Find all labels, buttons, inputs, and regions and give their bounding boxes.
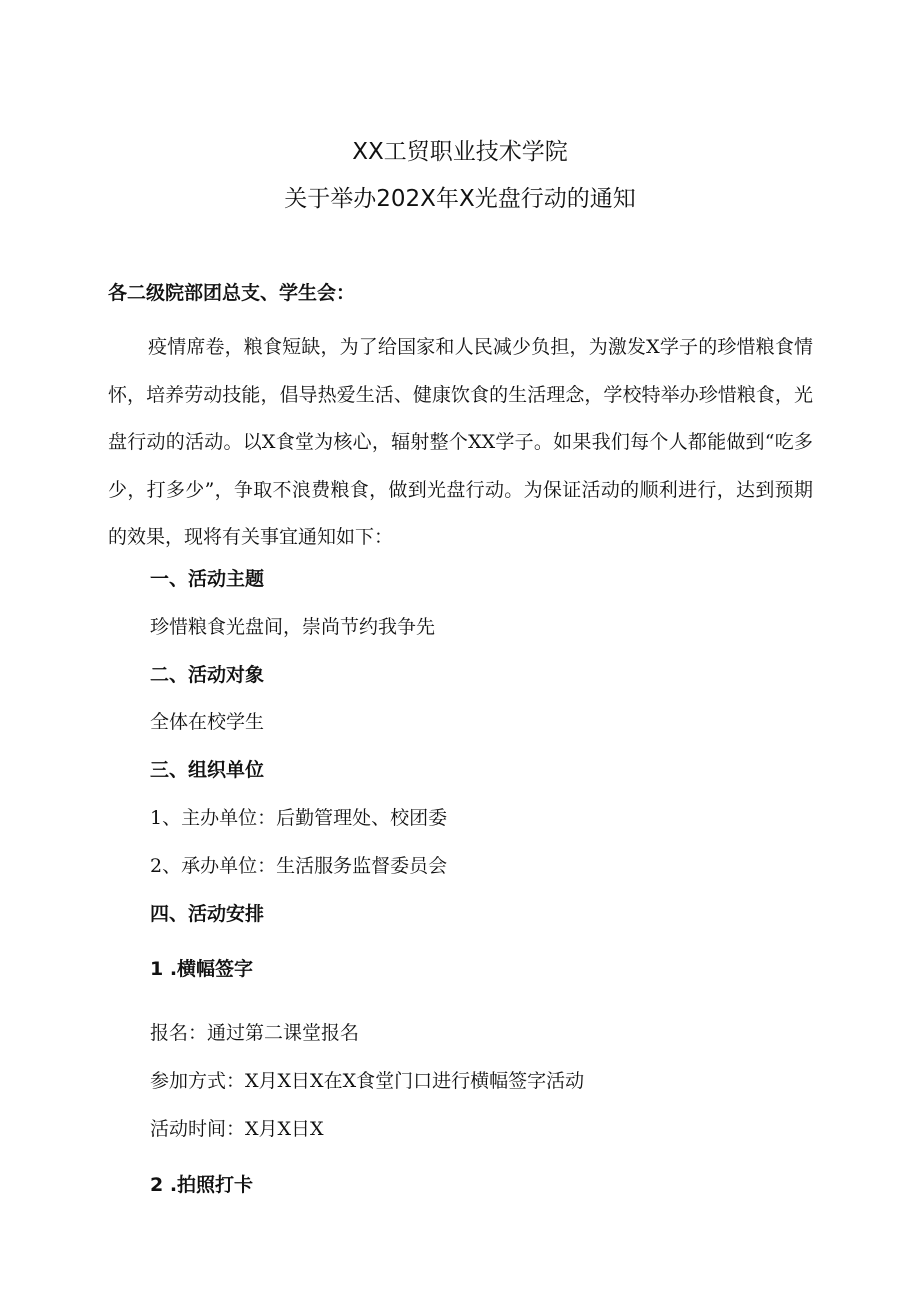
plan-item2-heading: 2 .拍照打卡 — [150, 1174, 254, 1196]
plan-item1-method: 参加方式：X月X日X在X食堂门口进行横幅签字活动 — [150, 1070, 585, 1092]
section-theme-text: 珍惜粮食光盘间，崇尚节约我争先 — [150, 616, 436, 638]
section-target-heading: 二、活动对象 — [150, 664, 265, 686]
intro-paragraph: 疫情席卷，粮食短缺，为了给国家和人民减少负担，为激发X学子的珍惜粮食情怀，培养劳动技能，倡导热爱生活、健康饮食的生活理念，学校特举办珍惜粮食，光盘行动的活动。以X食堂为核心，辐射整个XX学子。如果我们每个人都能做到“吃多少，打多少”，争取不浪费粮食，做到光盘行动。为保证活动的顺利进行，达到预期的效果，现将有关事宜通知如下： — [108, 336, 813, 548]
section-plan-heading: 四、活动安排 — [150, 903, 265, 925]
plan-item1-heading: 1 .横幅签字 — [150, 958, 254, 980]
school-name: XX工贸职业技术学院 — [352, 139, 568, 165]
plan-item1-time: 活动时间：X月X日X — [150, 1118, 324, 1140]
plan-item1-signup: 报名：通过第二课堂报名 — [150, 1022, 360, 1044]
notice-title: 关于举办202X年X光盘行动的通知 — [284, 186, 636, 212]
section-org-heading: 三、组织单位 — [150, 759, 265, 781]
section-target-text: 全体在校学生 — [150, 711, 265, 733]
section-theme-heading: 一、活动主题 — [150, 568, 265, 590]
section-org-host: 1、主办单位：后勤管理处、校团委 — [150, 807, 448, 829]
salutation: 各二级院部团总支、学生会： — [108, 282, 356, 304]
section-org-organizer: 2、承办单位：生活服务监督委员会 — [150, 855, 448, 877]
